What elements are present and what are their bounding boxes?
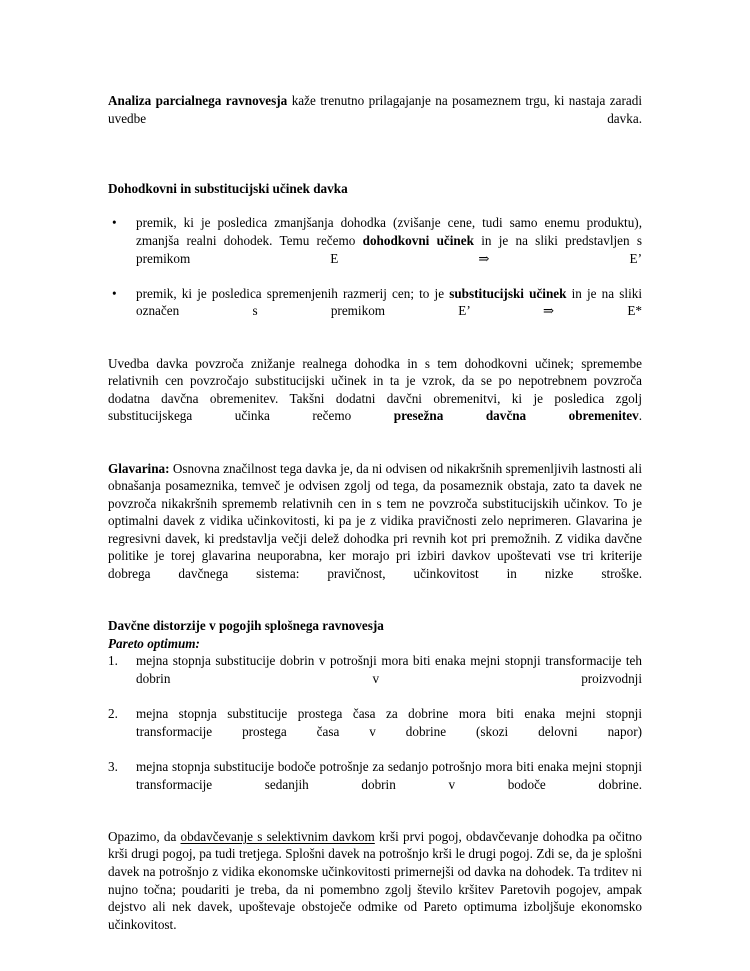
list-number-marker: 2. bbox=[108, 706, 118, 722]
list-item bbox=[108, 285, 642, 338]
intro-lead-term: Analiza parcialnega ravnovesja bbox=[108, 93, 288, 108]
list-item-text: mejna stopnja substitucije prostega časa za dobrine mora biti enaka mejni stopnji transformacije prostega časa v dobrine (skozi delovni napor) bbox=[136, 706, 642, 739]
spacer bbox=[108, 443, 642, 460]
bullet-text-part-2: in je na sliki označen s premikom E’ bbox=[136, 285, 642, 319]
bullet-text-part-3: E’ bbox=[489, 250, 643, 266]
bullet-bold-term: substitucijski učinek bbox=[449, 285, 567, 301]
spacer bbox=[108, 811, 642, 828]
excess-burden-bold-term: presežna davčna obremenitev bbox=[393, 408, 639, 424]
bullet-icon: • bbox=[112, 285, 117, 301]
heading-tax-distortions: Davčne distorzije v pogojih splošnega ravnovesja bbox=[108, 618, 384, 634]
list-item bbox=[108, 214, 642, 284]
spacer bbox=[108, 338, 642, 355]
closing-paragraph bbox=[108, 828, 642, 951]
subheading-pareto-optimum: Pareto optimum: bbox=[108, 635, 200, 651]
glavarina-lead-term: Glavarina: bbox=[108, 460, 170, 476]
list-item-text: mejna stopnja substitucije dobrin v potrošnji mora biti enaka mejni stopnji transformacije teh dobrin v proizvodnji bbox=[136, 653, 642, 687]
excess-burden-paragraph bbox=[108, 355, 642, 443]
intro-rest-text: kaže trenutno prilagajanje na posameznem trgu, ki nastaja zaradi uvedbe davka. bbox=[108, 93, 643, 126]
list-number-marker: 3. bbox=[108, 759, 118, 774]
double-right-arrow-icon: ⇒ bbox=[543, 303, 555, 319]
excess-burden-text-part-1: Uvedba davka povzroča znižanje realnega dohodka in s tem dohodkovni učinek; spremembe relativnih cen povzročajo substitucijski učinek in ta je vzrok, da se po nepotrebnem povzroča dodatna davčna obremenitev. Takšni dodatni davčni obremenitvi, ki je posledica zgolj substitucijskega učinka rečemo bbox=[108, 355, 642, 424]
spacer bbox=[108, 145, 642, 180]
bullet-text-part-1: premik, ki je posledica spremenjenih razmerij cen; to je bbox=[136, 285, 450, 301]
intro-paragraph bbox=[108, 92, 642, 145]
closing-underlined-term: obdavčevanje s selektivnim davkom bbox=[180, 828, 375, 844]
list-item bbox=[108, 705, 642, 758]
spacer bbox=[108, 197, 642, 214]
closing-text-part-1: Opazimo, da bbox=[108, 828, 181, 844]
bullet-bold-term: dohodkovni učinek bbox=[362, 232, 474, 248]
double-right-arrow-icon: ⇒ bbox=[478, 250, 490, 266]
bullet-text-part-3: E* bbox=[554, 303, 642, 319]
closing-text-part-2: krši prvi pogoj, obdavčevanje dohodka pa očitno krši drugi pogoj, pa tudi tretjega. Splošni davek na potrošnjo krši le drugi pogoj. Zdi se, da je splošni davek na potrošnjo z vidika ekonomske učinkovitosti primernejši od davka na dohodek. Ta trditev ni nujno točna; poudariti je treba, da ni pomembno zgolj število kršitev Paretovih pogojev, ampak dejstvo ali nek davek, upoštevaje obstoječe odmike od Pareto optimuma izboljšuje ekonomsko učinkovitost. bbox=[108, 828, 642, 932]
list-item bbox=[108, 652, 642, 705]
bullet-text-part-1: premik, ki je posledica zmanjšanja dohodka (zvišanje cene, tudi samo enemu produktu), zmanjša realni dohodek. Temu rečemo bbox=[136, 215, 642, 248]
pareto-conditions-list bbox=[108, 652, 642, 810]
document-body bbox=[108, 92, 642, 951]
excess-burden-text-part-2: . bbox=[638, 408, 642, 424]
heading-income-substitution-effect: Dohodkovni in substitucijski učinek davka bbox=[108, 180, 348, 196]
glavarina-rest-text: Osnovna značilnost tega davka je, da ni odvisen od nikakršnih spremenljivih lastnosti ali obnašanja posameznika, temveč je odvisen zgolj od tega, da posameznik obstaja, zato ta davek ne povzroča nikakršnih sprememb relativnih cen in s tem ne povzroča substitucijskih učinkov. To je optimalni davek z vidika učinkovitosti, ki pa je z vidika pravičnosti zelo neprimeren. Glavarina je regresivni davek, ki predstavlja večji delež dohodka pri revnih kot pri premožnih. Z vidika davčne politike je torej glavarina neuporabna, ker morajo pri izbiri davkov upoštevati vse tri kriterije dobrega davčnega sistema: pravičnost, učinkovitost in nizke stroške. bbox=[108, 460, 642, 582]
glavarina-paragraph bbox=[108, 460, 642, 601]
effects-bullet-list bbox=[108, 214, 642, 337]
bullet-icon: • bbox=[112, 215, 117, 231]
list-number-marker: 1. bbox=[108, 653, 118, 669]
list-item bbox=[108, 758, 642, 811]
bullet-text-part-2: in je na sliki predstavljen s premikom E bbox=[136, 232, 642, 266]
spacer bbox=[108, 600, 642, 617]
list-item-text: mejna stopnja substitucije bodoče potrošnje za sedanjo potrošnjo mora biti enaka mejni stopnji transformacije sedanjih dobrin v bodoče dobrine. bbox=[136, 759, 642, 792]
